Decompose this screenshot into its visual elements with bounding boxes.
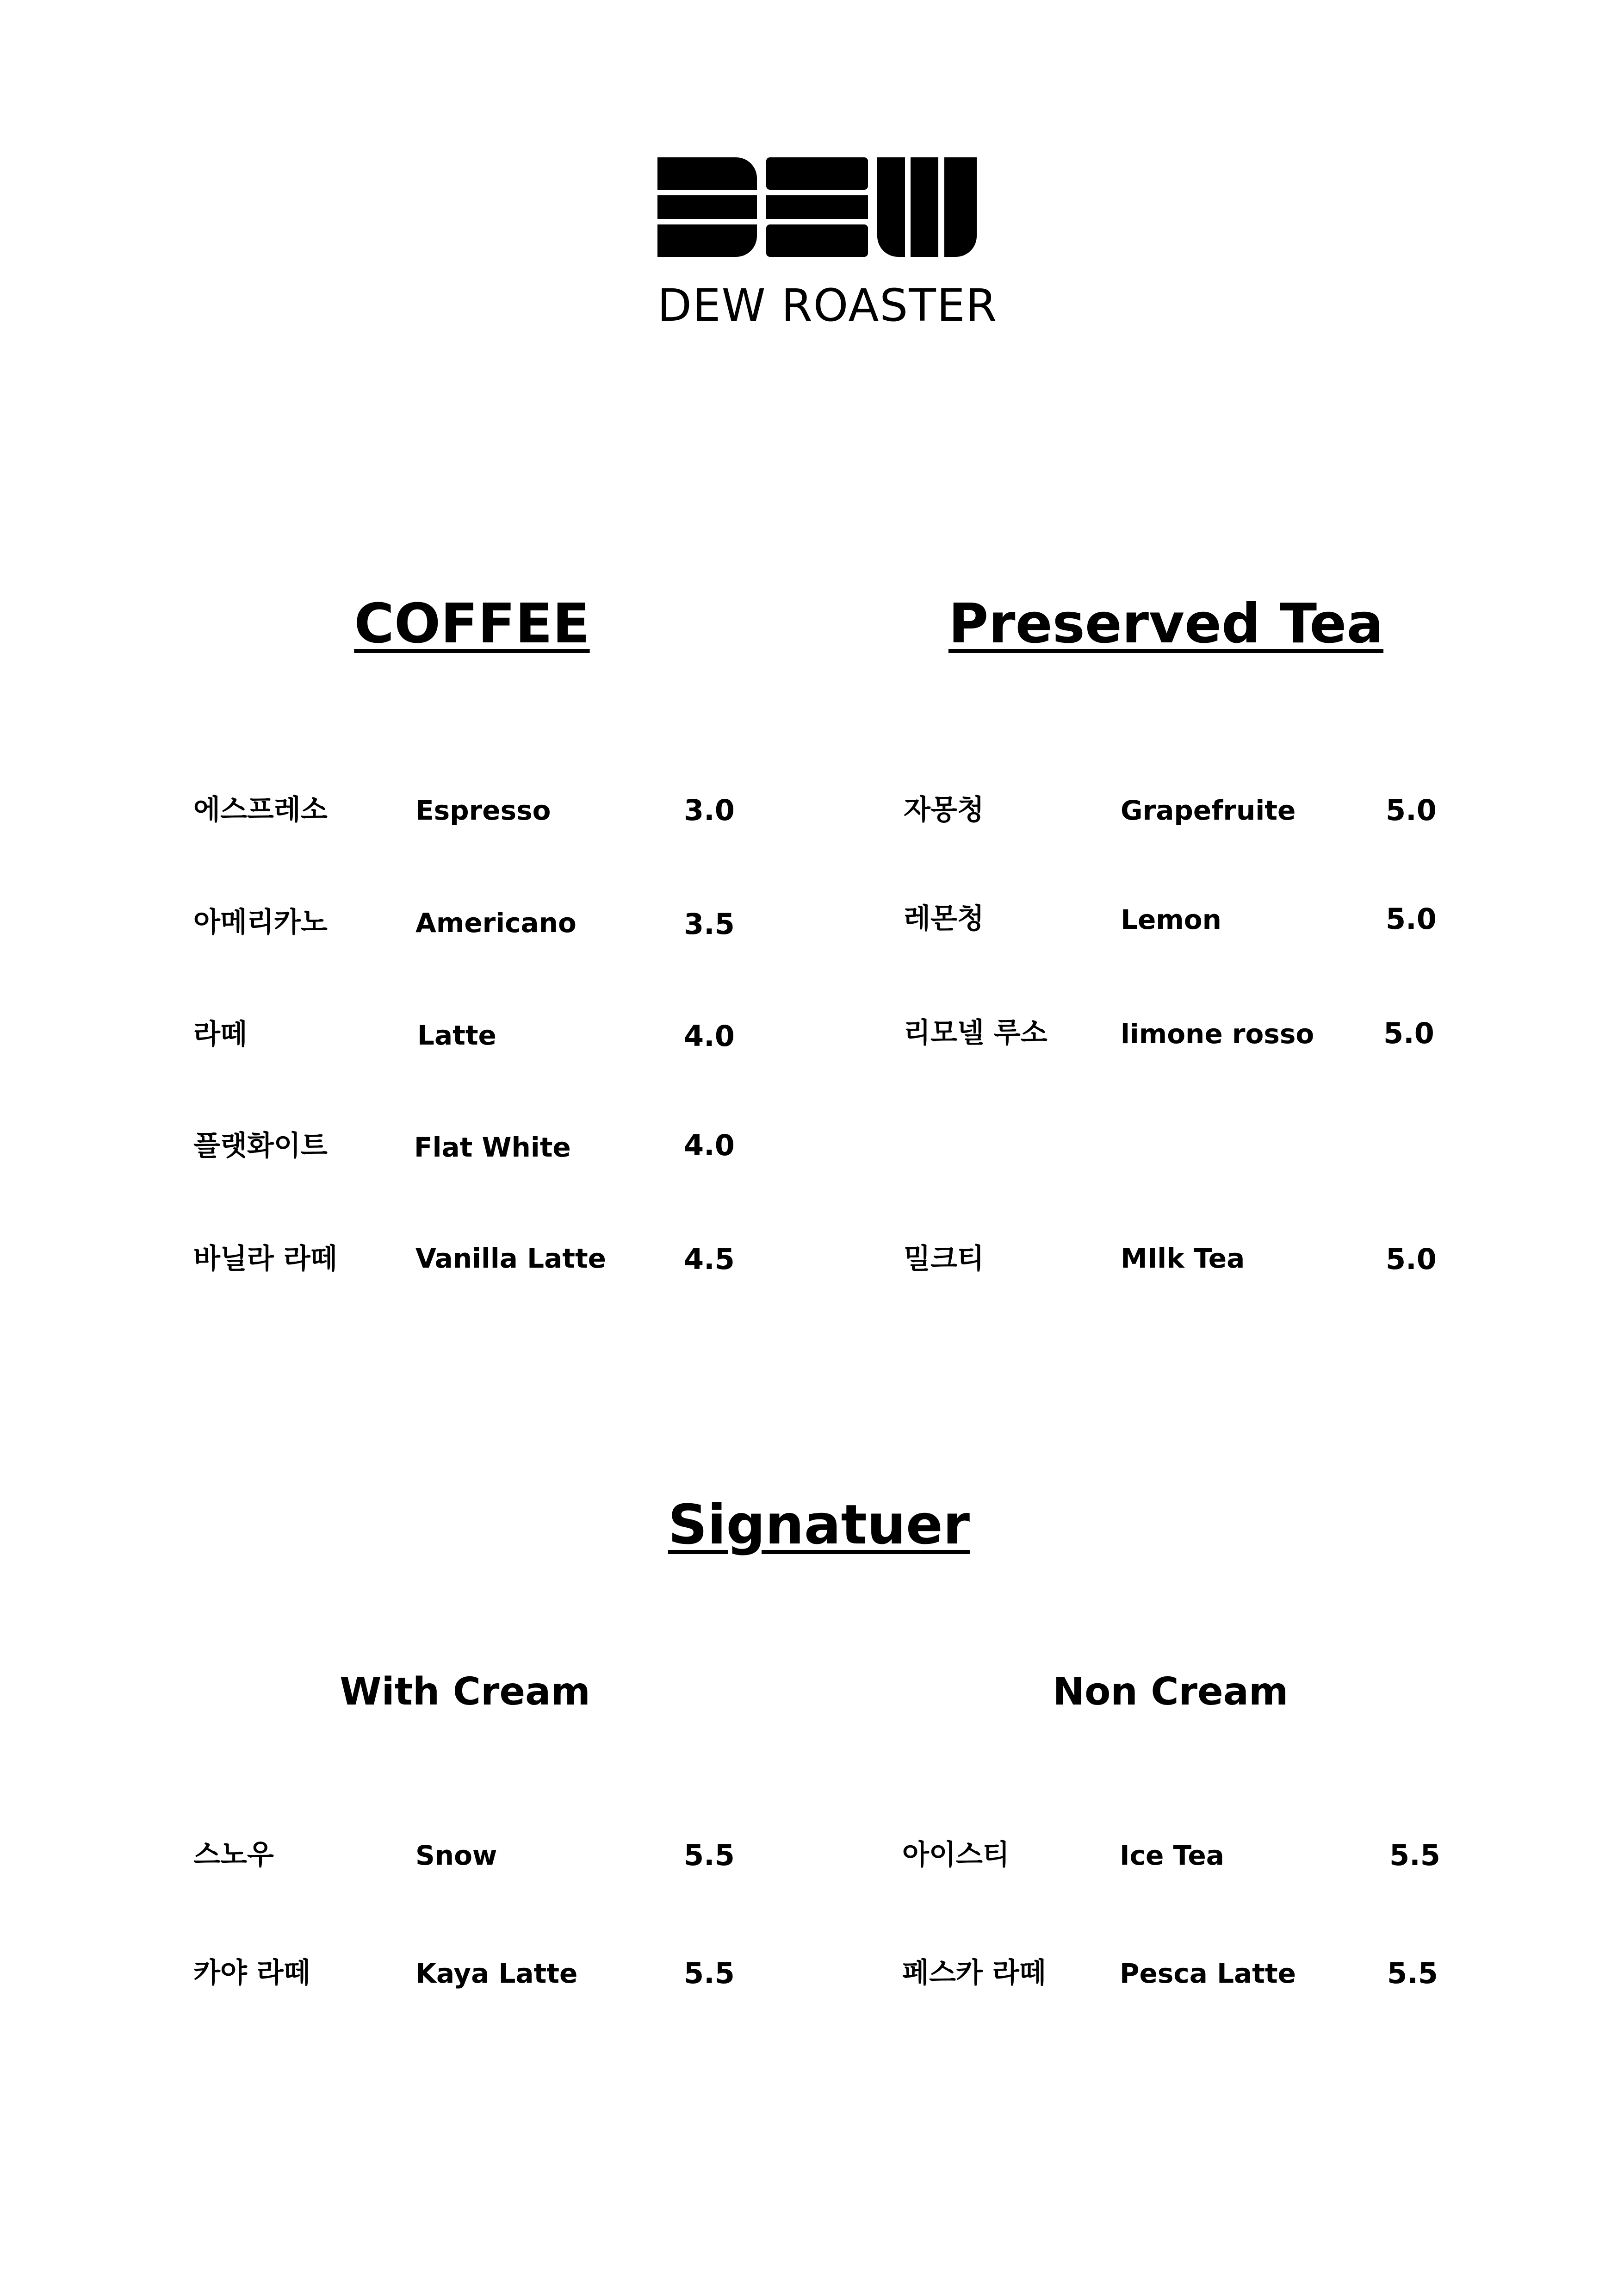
coffee-item-ko: 라떼 (193, 1018, 247, 1051)
brand-name: DEW ROASTER (657, 280, 998, 331)
with-cream-heading: With Cream (340, 1670, 590, 1714)
with-cream-item-price: 5.5 (684, 1838, 735, 1872)
dew-logo-icon (657, 157, 977, 257)
tea-item-en: limone rosso (1121, 1018, 1314, 1050)
with-cream-item-price: 5.5 (684, 1956, 735, 1990)
non-cream-heading: Non Cream (1053, 1670, 1289, 1714)
with-cream-item-en: Snow (415, 1840, 497, 1871)
tea-item-en: MIlk Tea (1121, 1243, 1245, 1274)
coffee-item-price: 3.0 (684, 793, 735, 827)
non-cream-item-en: Ice Tea (1120, 1840, 1224, 1871)
tea-item-price: 5.0 (1386, 902, 1437, 936)
coffee-item-en: Espresso (415, 795, 551, 826)
tea-item-price: 5.0 (1383, 1016, 1434, 1050)
coffee-item-price: 4.0 (684, 1019, 735, 1053)
tea-item-price: 5.0 (1386, 1242, 1437, 1276)
coffee-heading: COFFEE (354, 591, 590, 655)
signature-heading: Signatuer (668, 1493, 970, 1556)
non-cream-item-price: 5.5 (1387, 1956, 1438, 1990)
coffee-item-en: Americano (415, 907, 576, 939)
non-cream-item-en: Pesca Latte (1120, 1958, 1296, 1989)
tea-item-ko: 리모넬 루소 (904, 1017, 1048, 1049)
non-cream-item-ko: 아이스티 (902, 1839, 1010, 1871)
non-cream-item-price: 5.5 (1389, 1838, 1440, 1872)
tea-item-price: 5.0 (1386, 793, 1437, 827)
coffee-item-price: 3.5 (684, 907, 735, 941)
coffee-item-ko: 바닐라 라떼 (193, 1243, 337, 1275)
tea-item-en: Grapefruite (1121, 795, 1296, 826)
non-cream-item-ko: 페스카 라떼 (902, 1957, 1046, 1989)
tea-item-ko: 레몬청 (904, 902, 984, 935)
tea-item-en: Lemon (1121, 904, 1221, 935)
coffee-item-price: 4.5 (684, 1242, 735, 1276)
tea-item-ko: 자몽청 (904, 794, 984, 826)
with-cream-item-ko: 스노우 (193, 1839, 274, 1871)
coffee-item-ko: 플랫화이트 (193, 1130, 328, 1162)
coffee-item-en: Flat White (414, 1132, 571, 1163)
coffee-item-price: 4.0 (684, 1128, 735, 1162)
coffee-item-ko: 에스프레소 (193, 794, 328, 826)
with-cream-item-ko: 카야 라떼 (193, 1957, 310, 1989)
coffee-item-ko: 아메리카노 (193, 906, 328, 939)
coffee-item-en: Latte (417, 1020, 496, 1051)
coffee-item-en: Vanilla Latte (415, 1243, 607, 1274)
with-cream-item-en: Kaya Latte (415, 1958, 578, 1989)
tea-item-ko: 밀크티 (904, 1243, 984, 1275)
preserved-tea-heading: Preserved Tea (948, 591, 1384, 655)
